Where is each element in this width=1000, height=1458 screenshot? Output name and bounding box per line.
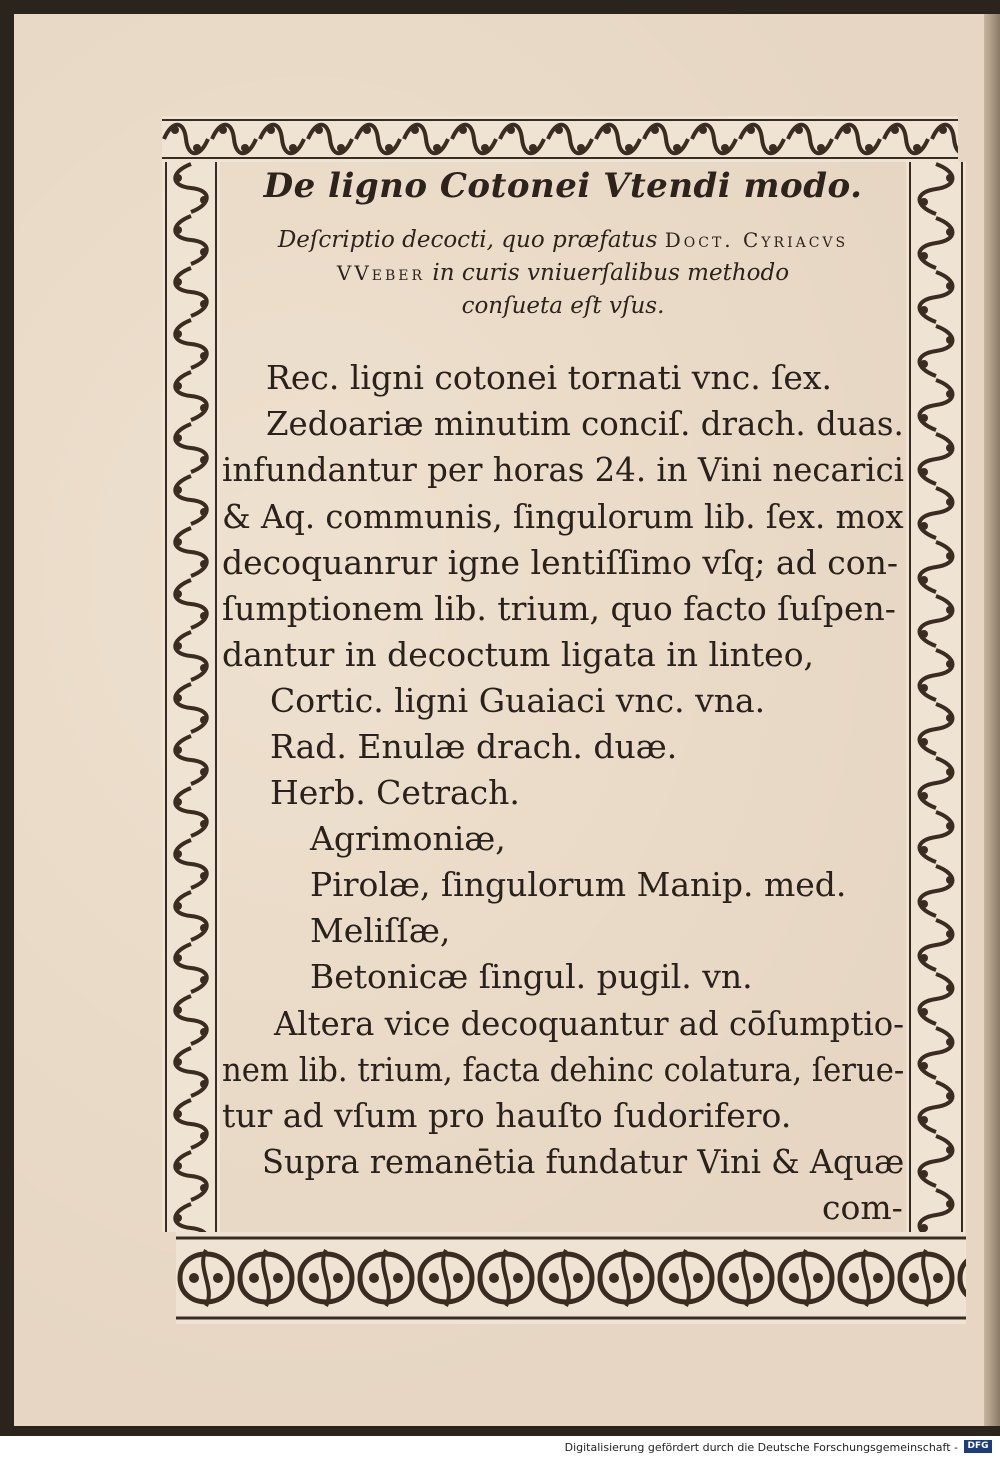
- text-line: Supra remanētia fundatur Vini & Aquæ: [262, 1142, 905, 1181]
- text-line: & Aq. communis, ſingulorum lib. ſex. mox: [222, 497, 904, 536]
- text-line: infundantur per horas 24. in Vini necarici: [222, 450, 905, 489]
- text-line: decoquanrur igne lentiſſimo vſq; ad con-: [222, 543, 898, 582]
- text-line: Pirolæ, ſingulorum Manip. med.: [310, 865, 847, 904]
- catchword: com-: [822, 1188, 903, 1227]
- ornamental-border-bottom: [176, 1232, 966, 1324]
- subtitle-text: conſueta eſt vſus.: [461, 293, 665, 319]
- ornamental-border-top: [162, 116, 958, 162]
- subtitle-text: Deſcriptio decocti, quo præfatus: [277, 227, 658, 253]
- text-line: tur ad vſum pro hauſto ſudorifero.: [222, 1096, 792, 1135]
- subtitle-line-1: [220, 224, 906, 257]
- text-line: nem lib. trium, facta dehinc colatura, ſerue-: [222, 1050, 905, 1089]
- subtitle-author: Doct. Cyriacvs: [664, 228, 849, 252]
- text-line: Zedoariæ minutim conciſ. drach. duas.: [266, 404, 904, 443]
- ornamental-border-right: [906, 162, 966, 1232]
- subtitle-line-2: [220, 257, 906, 290]
- funding-credit: Digitalisierung gefördert durch die Deutsche Forschungsgemeinschaft -: [564, 1441, 958, 1454]
- text-line: Rec. ligni cotonei tornati vnc. ſex.: [266, 358, 833, 397]
- text-line: Meliſſæ,: [310, 911, 451, 950]
- subtitle-line-3: [220, 290, 906, 323]
- text-line: ſumptionem lib. trium, quo facto ſuſpen-: [222, 589, 896, 628]
- text-line: Cortic. ligni Guaiaci vnc. vna.: [270, 681, 766, 720]
- text-line: Altera vice decoquantur ad cōſumptio-: [274, 1004, 905, 1043]
- footer-bar: [0, 1436, 1000, 1458]
- text-line: Betonicæ ſingul. pugil. vn.: [310, 957, 753, 996]
- text-line: Rad. Enulæ drach. duæ.: [270, 727, 678, 766]
- subtitle-author-surname: VVeber: [336, 261, 426, 285]
- dfg-logo-icon: DFG: [964, 1440, 992, 1453]
- text-line: dantur in decoctum ligata in linteo,: [222, 635, 815, 674]
- ornamental-border-left: [162, 162, 220, 1232]
- page-title: De ligno Cotonei Vtendi modo.: [263, 166, 863, 206]
- text-line: Agrimoniæ,: [310, 819, 506, 858]
- page-subtitle: [220, 224, 906, 323]
- text-line: Herb. Cetrach.: [270, 773, 520, 812]
- subtitle-text: in curis vniuerſalibus methodo: [432, 260, 790, 286]
- page-edge: [984, 14, 1000, 1426]
